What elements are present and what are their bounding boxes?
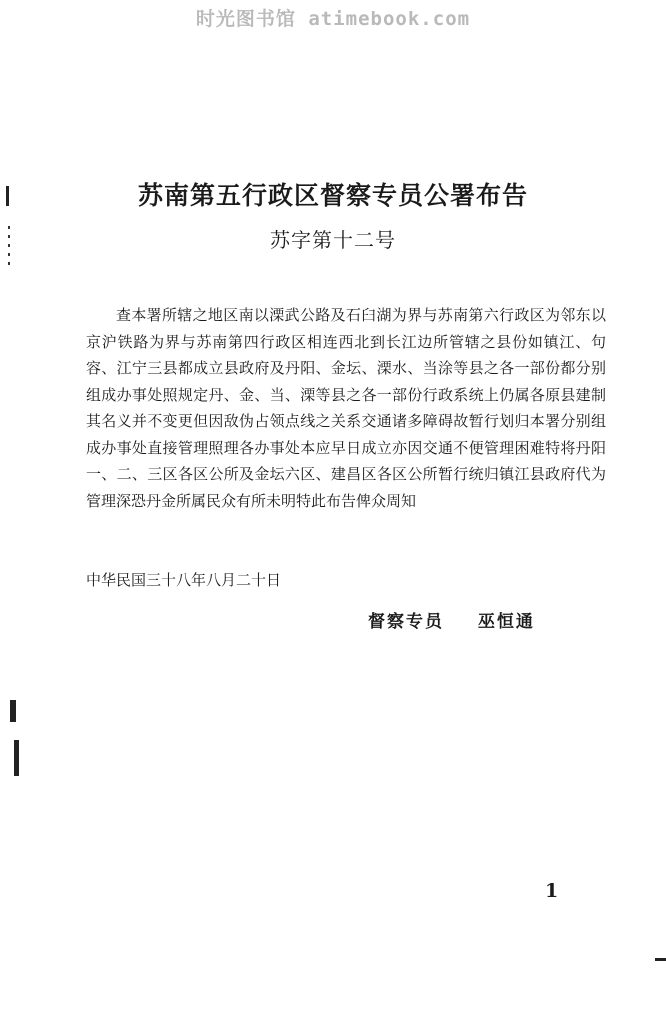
notice-date: 中华民国三十八年八月二十日 [86, 571, 282, 589]
scan-mark-top-dots [8, 226, 10, 266]
signature-name: 巫恒通 [477, 612, 535, 632]
signature-role: 督察专员 [368, 612, 444, 632]
notice-title: 苏南第五行政区督察专员公署布告 [137, 181, 528, 210]
scan-mark-top [6, 186, 9, 206]
notice-body: 查本署所辖之地区南以溧武公路及石臼湖为界与苏南第六行政区为邻东以京沪铁路为界与苏南第四行政区相连西北到长江边所管辖之县份如镇江、句容、江宁三县都成立县政府及丹阳、金坛、溧水、当涂等县之各一部份都分别组成办事处照规定丹、金、当、溧等县之各一部份行政系统上仍属各原县建制其名义并不变更但因敌伪占领点线之关系交通诸多障碍故暂行划归本署分别组成办事处直接管理照理各办事处本应早日成立亦因交通不便管理困难特将丹阳一、二、三区各区公所及金坛六区、建昌区各区公所暂行统归镇江县政府代为管理深恐丹金所属民众有所未明特此布告俾众周知 [86, 306, 606, 510]
scan-mark-right [655, 958, 666, 961]
notice-number: 苏字第十二号 [270, 228, 396, 252]
scan-mark-bottom-2 [14, 740, 19, 776]
scan-mark-bottom [10, 700, 16, 722]
watermark: 时光图书馆 atimebook.com [195, 8, 471, 30]
page-number: 1 [545, 880, 559, 902]
signature-block [368, 607, 535, 632]
